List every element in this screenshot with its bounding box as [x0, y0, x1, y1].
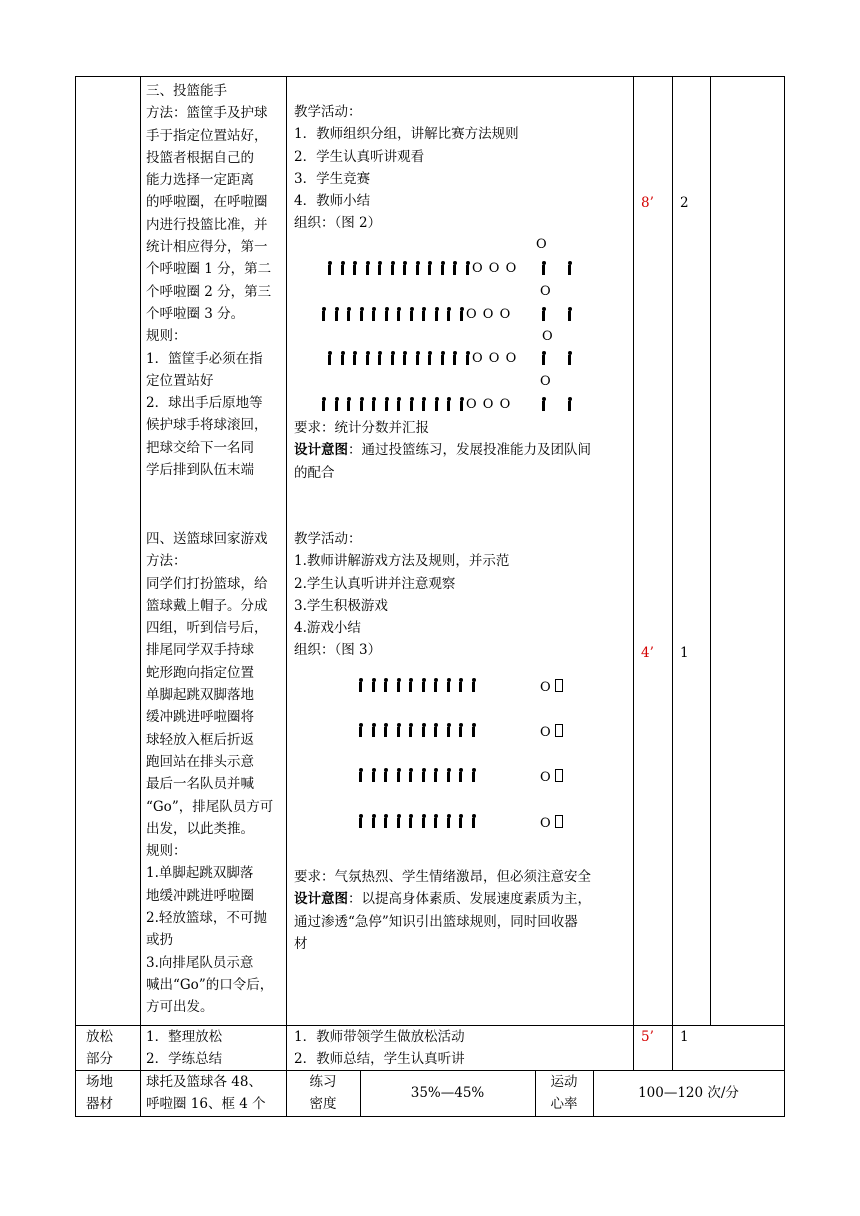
target-ring: O: [540, 374, 552, 389]
person-icon: [566, 397, 574, 411]
hoop-and-box: [540, 724, 563, 740]
person-icon: [370, 814, 378, 828]
sec4-time: 4’: [641, 645, 654, 661]
person-icon: [364, 261, 372, 275]
person-icon: [445, 814, 453, 828]
hoop-rings: O O O: [472, 351, 518, 366]
person-icon: [370, 397, 378, 411]
person-icon: [470, 678, 478, 692]
person-icon: [339, 261, 347, 275]
person-icon: [395, 814, 403, 828]
line: 1.教师讲解游戏方法及规则，并示范: [294, 553, 510, 570]
person-icon: [382, 723, 390, 737]
person-icon: [389, 351, 397, 365]
person-icon: [407, 768, 415, 782]
line: 四组，听到信号后，: [146, 620, 268, 637]
line: 心率: [550, 1096, 578, 1113]
density-label: [286, 1071, 360, 1116]
person-icon: [320, 307, 328, 321]
person-icon: [370, 768, 378, 782]
line: 1．教师组织分组，讲解比赛方法规则: [294, 126, 519, 143]
hoop-and-box: [540, 769, 563, 785]
line: 出发，以此类推。: [146, 820, 254, 837]
line: 把球交给下一名同: [146, 439, 254, 456]
relax-time: 5’: [641, 1029, 654, 1045]
basket-holders: [540, 397, 579, 411]
person-icon: [364, 351, 372, 365]
line: 3.向排尾队员示意: [146, 954, 254, 971]
person-icon: [470, 814, 478, 828]
person-icon: [382, 814, 390, 828]
col-border-right: [784, 76, 785, 1117]
design-label: 设计意图: [294, 442, 348, 459]
design-label: 设计意图: [294, 891, 348, 908]
box-icon: [555, 769, 563, 782]
person-icon: [451, 351, 459, 365]
person-icon: [320, 397, 328, 411]
col-border-count: [672, 76, 673, 1071]
col-border-time: [633, 76, 634, 1071]
hoop-rings: O O O: [472, 261, 518, 276]
design-intent: [294, 888, 630, 910]
line: 练习: [309, 1074, 337, 1090]
col-border-left: [75, 76, 76, 1117]
line: 同学们打扮篮球，给: [146, 575, 268, 592]
line: 教学活动：: [294, 104, 362, 120]
line: 球托及篮球各 48、: [146, 1074, 262, 1090]
line: 四、送篮球回家游戏: [146, 531, 268, 547]
team-row: [357, 814, 482, 828]
person-icon: [395, 768, 403, 782]
person-icon: [382, 678, 390, 692]
person-icon: [439, 351, 447, 365]
box-icon: [555, 724, 563, 737]
relax-part-label: [86, 1026, 113, 1071]
line: 器材: [86, 1096, 113, 1113]
line: 2．教师总结，学生认真听讲: [294, 1051, 465, 1068]
target-ring: O: [540, 284, 552, 299]
line: 组织：（图 3）: [294, 642, 382, 659]
hoop-rings: O O O: [466, 397, 512, 412]
relax-activities: [294, 1026, 630, 1071]
design-intent-cont: 通过渗透“急停”知识引出篮球规则，同时回收器: [294, 913, 578, 930]
hoop-ring: O: [540, 816, 552, 831]
line: 球轻放入框后折返: [146, 731, 254, 748]
line: 放松: [86, 1029, 113, 1045]
sec4-summary: [294, 866, 630, 955]
line: 1．整理放松: [146, 1029, 223, 1045]
table-bottom-border: [75, 1116, 785, 1117]
hoop-and-box: [540, 815, 563, 831]
line: 方法：篮筐手及护球: [146, 105, 268, 122]
team-row: [320, 397, 470, 411]
person-icon: [420, 307, 428, 321]
line: 个呼啦圈 1 分，第二: [146, 261, 272, 278]
person-icon: [389, 261, 397, 275]
person-icon: [407, 814, 415, 828]
box-icon: [555, 815, 563, 828]
person-icon: [408, 307, 416, 321]
line: 统计相应得分，第一: [146, 239, 268, 256]
design-intent-cont: 的配合: [294, 464, 335, 481]
team-row: [326, 261, 476, 275]
density-value: 35%—45%: [410, 1085, 485, 1101]
person-icon: [464, 261, 472, 275]
line: 2.学生认真听讲并注意观察: [294, 575, 456, 592]
person-icon: [351, 351, 359, 365]
person-icon: [426, 351, 434, 365]
person-icon: [395, 678, 403, 692]
person-icon: [345, 397, 353, 411]
person-icon: [420, 814, 428, 828]
line: 部分: [86, 1051, 113, 1068]
person-icon: [458, 307, 466, 321]
line: 能力选择一定距离: [146, 172, 254, 189]
line: 1．篮筐手必须在指: [146, 350, 263, 367]
line: 3．学生竞赛: [294, 170, 371, 187]
basket-holders: [540, 261, 579, 275]
person-icon: [432, 723, 440, 737]
design-text: ：以提高身体素质、发展速度素质为主，: [348, 891, 591, 908]
person-icon: [426, 261, 434, 275]
line: “Go”，排尾队员方可: [146, 798, 274, 815]
person-icon: [408, 397, 416, 411]
person-icon: [326, 351, 334, 365]
sec3-time: 8’: [641, 195, 654, 211]
design-intent-cont: 材: [294, 935, 308, 952]
person-icon: [395, 723, 403, 737]
person-icon: [383, 397, 391, 411]
line: 场地: [86, 1074, 113, 1090]
design-intent: [294, 439, 630, 461]
hoop-rings: O O O: [466, 307, 512, 322]
team-row: [320, 307, 470, 321]
person-icon: [358, 307, 366, 321]
equipment-list: [146, 1071, 280, 1116]
person-icon: [339, 351, 347, 365]
person-icon: [370, 307, 378, 321]
person-icon: [420, 723, 428, 737]
person-icon: [401, 351, 409, 365]
person-icon: [357, 768, 365, 782]
person-icon: [445, 678, 453, 692]
team-row: [357, 768, 482, 782]
person-icon: [414, 351, 422, 365]
line: 呼啦圈 16、框 4 个: [146, 1096, 266, 1113]
team-row: [326, 351, 476, 365]
person-icon: [395, 307, 403, 321]
line: 2．学生认真听讲观看: [294, 148, 425, 165]
target-ring: O: [536, 237, 548, 252]
person-icon: [445, 397, 453, 411]
person-icon: [376, 351, 384, 365]
line: 1.单脚起跳双脚落: [146, 865, 254, 882]
line: 的呼啦圈，在呼啦圈: [146, 194, 268, 211]
person-icon: [370, 678, 378, 692]
line: 教学活动：: [294, 531, 362, 547]
line: 候护球手将球滚回，: [146, 417, 268, 434]
relax-count: 1: [680, 1029, 689, 1045]
person-icon: [433, 397, 441, 411]
box-icon: [555, 679, 563, 692]
hoop-ring: O: [540, 680, 552, 695]
person-icon: [414, 261, 422, 275]
line: 4.游戏小结: [294, 620, 361, 637]
line: 4．教师小结: [294, 193, 371, 210]
person-icon: [457, 768, 465, 782]
person-icon: [451, 261, 459, 275]
line: 排尾同学双手持球: [146, 642, 254, 659]
line: 蛇形跑向指定位置: [146, 664, 254, 681]
person-icon: [457, 723, 465, 737]
person-icon: [357, 723, 365, 737]
person-icon: [445, 723, 453, 737]
person-icon: [407, 678, 415, 692]
design-text: ：通过投篮练习，发展投准能力及团队间: [348, 442, 591, 459]
person-icon: [470, 723, 478, 737]
line: 手于指定位置站好，: [146, 127, 268, 144]
person-icon: [445, 307, 453, 321]
person-icon: [566, 261, 574, 275]
heart-rate-label: [535, 1071, 593, 1116]
requirement: 要求：气氛热烈、学生情绪激昂，但必须注意安全: [294, 869, 591, 885]
person-icon: [432, 814, 440, 828]
hoop-ring: O: [540, 770, 552, 785]
person-icon: [357, 678, 365, 692]
person-icon: [333, 307, 341, 321]
person-icon: [358, 397, 366, 411]
sec4-count: 1: [680, 645, 689, 661]
relax-content: [146, 1026, 280, 1071]
line: 缓冲跳进呼啦圈将: [146, 709, 254, 726]
line: 三、投篮能手: [146, 83, 227, 99]
person-icon: [370, 723, 378, 737]
person-icon: [457, 678, 465, 692]
line: 组织：（图 2）: [294, 215, 382, 232]
person-icon: [382, 768, 390, 782]
person-icon: [540, 397, 548, 411]
line: 2．球出手后原地等: [146, 395, 263, 412]
line: 喊出“Go”的口令后，: [146, 976, 274, 993]
hoop-ring: O: [540, 725, 552, 740]
person-icon: [439, 261, 447, 275]
line: 个呼啦圈 2 分，第三: [146, 283, 272, 300]
person-icon: [445, 768, 453, 782]
line: 内进行投篮比准，并: [146, 216, 268, 233]
line: 地缓冲跳进呼啦圈: [146, 887, 254, 904]
person-icon: [457, 814, 465, 828]
line: 方可出发。: [146, 999, 214, 1016]
sec4-method: [146, 528, 280, 1019]
line: 1．教师带领学生做放松活动: [294, 1029, 465, 1045]
line: 个呼啦圈 3 分。: [146, 305, 245, 322]
person-icon: [464, 351, 472, 365]
person-icon: [432, 678, 440, 692]
person-icon: [566, 307, 574, 321]
person-icon: [433, 307, 441, 321]
line: 规则：: [146, 328, 187, 345]
person-icon: [540, 351, 548, 365]
person-icon: [540, 307, 548, 321]
sec3-activities: [294, 101, 630, 235]
line: 跑回站在排头示意: [146, 753, 254, 770]
person-icon: [395, 397, 403, 411]
col-border-content: [140, 76, 141, 1117]
person-icon: [351, 261, 359, 275]
heart-rate-value: 100—120 次/分: [638, 1085, 739, 1101]
sec3-summary: [294, 417, 630, 484]
col-border-extra: [710, 76, 711, 1026]
line: 单脚起跳双脚落地: [146, 687, 254, 704]
line: 3.学生积极游戏: [294, 597, 388, 614]
line: 定位置站好: [146, 372, 214, 389]
team-row: [357, 678, 482, 692]
team-row: [357, 723, 482, 737]
person-icon: [401, 261, 409, 275]
basket-holders: [540, 351, 579, 365]
line: 方法：: [146, 553, 187, 570]
person-icon: [376, 261, 384, 275]
requirement: 要求：统计分数并汇报: [294, 420, 429, 436]
line: 运动: [550, 1074, 578, 1090]
person-icon: [540, 261, 548, 275]
venue-label: [86, 1071, 113, 1116]
person-icon: [420, 397, 428, 411]
person-icon: [383, 307, 391, 321]
person-icon: [432, 768, 440, 782]
person-icon: [420, 768, 428, 782]
person-icon: [345, 307, 353, 321]
line: 密度: [309, 1096, 337, 1113]
line: 最后一名队员并喊: [146, 776, 254, 793]
line: 2.轻放篮球，不可抛: [146, 910, 267, 927]
sec3-method: [146, 80, 280, 481]
person-icon: [458, 397, 466, 411]
sec4-activities: [294, 528, 630, 662]
line: 或扔: [146, 932, 173, 949]
person-icon: [566, 351, 574, 365]
target-ring: O: [542, 329, 554, 344]
basket-holders: [540, 307, 579, 321]
person-icon: [326, 261, 334, 275]
person-icon: [407, 723, 415, 737]
col-border-activity: [286, 76, 287, 1117]
person-icon: [333, 397, 341, 411]
table-top-border: [75, 76, 785, 77]
sec3-count: 2: [680, 195, 689, 211]
line: 篮球戴上帽子。分成: [146, 597, 268, 614]
person-icon: [470, 768, 478, 782]
person-icon: [420, 678, 428, 692]
line: 投篮者根据自己的: [146, 149, 254, 166]
hoop-and-box: [540, 679, 563, 695]
person-icon: [357, 814, 365, 828]
line: 规则：: [146, 843, 187, 860]
line: 2．学练总结: [146, 1051, 223, 1068]
line: 学后排到队伍末端: [146, 462, 254, 479]
